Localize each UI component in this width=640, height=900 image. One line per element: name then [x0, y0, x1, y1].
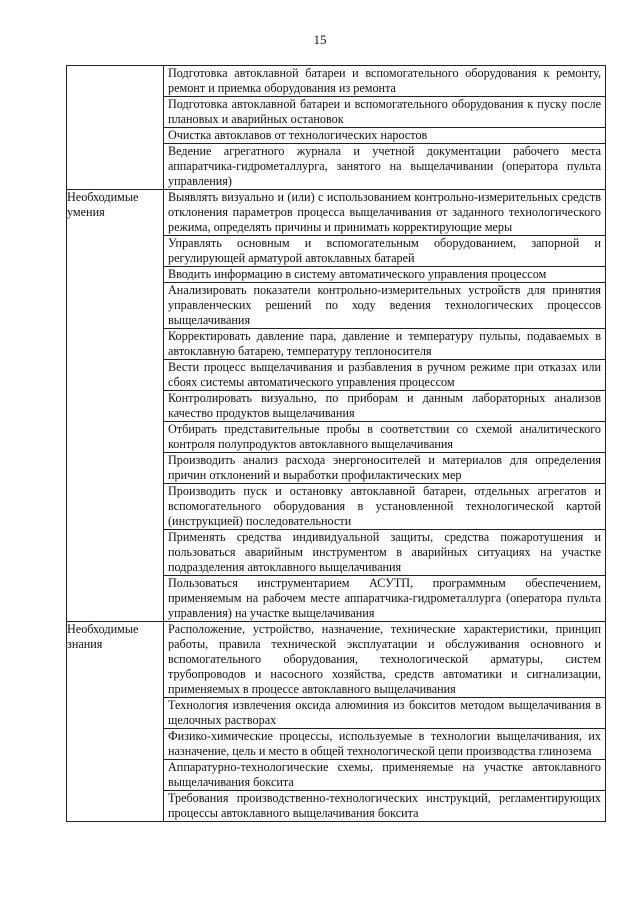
- table-cell-item: Анализировать показатели контрольно-измерительных устройств для принятия управленческих решений по ходу ведения технологических процессов выщелачивания: [164, 283, 605, 329]
- table-cell-item: Выявлять визуально и (или) с использованием контрольно-измерительных средств отклонения параметров процесса выщелачивания от заданного технологического режима, определять причины и принимать корректирующие меры: [164, 190, 605, 236]
- section-row-labor-actions: [67, 66, 606, 190]
- table-cell-item: Контролировать визуально, по приборам и данным лабораторных анализов качество продуктов выщелачивания: [164, 391, 605, 422]
- table-cell-item: Аппаратурно-технологические схемы, применяемые на участке автоклавного выщелачивания боксита: [164, 760, 605, 791]
- page-number: 15: [313, 32, 327, 47]
- table-cell-item: Требования производственно-технологических инструкций, регламентирующих процессы автоклавного выщелачивания боксита: [168, 791, 601, 820]
- section-label: Необходимые знания: [67, 622, 164, 822]
- section-items: [164, 190, 606, 622]
- table-cell-item: Применять средства индивидуальной защиты, средства пожаротушения и пользоваться аварийным инструментом в аварийных ситуациях на участке подразделения автоклавного выщелачивания: [164, 530, 605, 576]
- table-cell-item: Корректировать давление пара, давление и температуру пульпы, подаваемых в автоклавную батарею, температуру теплоносителя: [164, 329, 605, 360]
- section-items: [164, 66, 606, 190]
- table-cell-item: Подготовка автоклавной батареи и вспомогательного оборудования к пуску после плановых и аварийных остановок: [164, 97, 605, 128]
- table-cell-item: Физико-химические процессы, используемые в технологии выщелачивания, их назначение, цель и место в общей технологической цепи производства глинозема: [164, 729, 605, 760]
- table-cell-item: Производить пуск и остановку автоклавной батареи, отдельных агрегатов и вспомогательного оборудования в установленной технологической картой (инструкцией) последовательности: [164, 484, 605, 530]
- table-cell-item: Расположение, устройство, назначение, технические характеристики, принцип работы, правила технической эксплуатации и обслуживания основного и вспомогательного оборудования, технологической арматуры, систем трубопроводов и насосного хозяйства, средств автоматики и сигнализации, применяемых в процессе автоклавного выщелачивания: [164, 622, 605, 698]
- table-cell-item: Технология извлечения оксида алюминия из бокситов методом выщелачивания в щелочных растворах: [164, 698, 605, 729]
- table-cell-item: Отбирать представительные пробы в соответствии со схемой аналитического контроля полупродуктов автоклавного выщелачивания: [164, 422, 605, 453]
- table-cell-item: Вводить информацию в систему автоматического управления процессом: [164, 267, 605, 283]
- table-cell-item: Производить анализ расхода энергоносителей и материалов для определения причин отклонений и выработки профилактических мер: [164, 453, 605, 484]
- section-label: [67, 66, 164, 190]
- section-label: Необходимые умения: [67, 190, 164, 622]
- table-cell-item: Подготовка автоклавной батареи и вспомогательного оборудования к ремонту, ремонт и приемка оборудования из ремонта: [164, 66, 605, 97]
- section-items: [164, 622, 606, 822]
- section-row-knowledge: [67, 622, 606, 822]
- table-cell-item: Пользоваться инструментарием АСУТП, программным обеспечением, применяемым на рабочем месте аппаратчика-гидрометаллурга (оператора пульта управления) на участке выщелачивания: [168, 576, 601, 620]
- table-cell-item: Управлять основным и вспомогательным оборудованием, запорной и регулирующей арматурой автоклавных батарей: [164, 236, 605, 267]
- table-cell-item: Очистка автоклавов от технологических наростов: [164, 128, 605, 144]
- section-row-skills: [67, 190, 606, 622]
- table-cell-item: Вести процесс выщелачивания и разбавления в ручном режиме при отказах или сбоях системы автоматического управления процессом: [164, 360, 605, 391]
- competency-table: [66, 65, 606, 822]
- table-cell-item: Ведение агрегатного журнала и учетной документации рабочего места аппаратчика-гидрометаллурга, занятого на выщелачивании (оператора пульта управления): [168, 144, 601, 188]
